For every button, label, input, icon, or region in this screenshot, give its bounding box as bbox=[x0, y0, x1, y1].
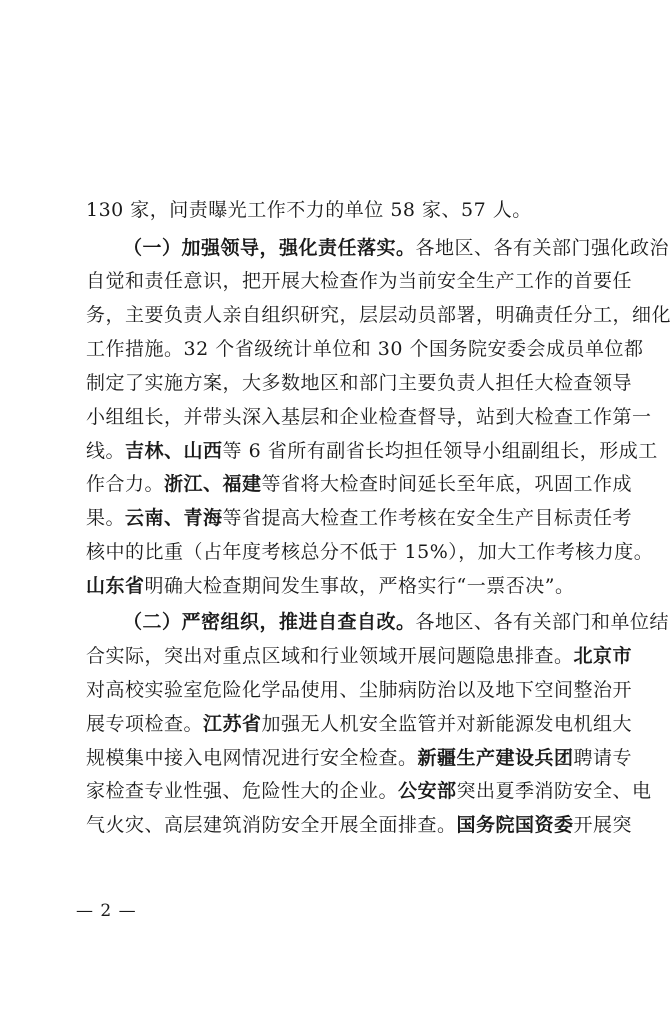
section-1-line-2: 自觉和责任意识，把开展大检查作为当前安全生产工作的首要任 bbox=[86, 270, 633, 292]
section-2-line-3: 对高校实验室危险化学品使用、尘肺病防治以及地下空间整治开 bbox=[86, 679, 633, 701]
section-1-heading: （一）加强领导，强化责任落实。 bbox=[123, 237, 416, 259]
section-2-line-6: 家检查专业性强、危险性大的企业。公安部突出夏季消防安全、电 bbox=[86, 780, 652, 802]
section-1-line-9: 果。云南、青海等省提高大检查工作考核在安全生产目标责任考 bbox=[86, 507, 633, 529]
section-1-line-11: 山东省明确大检查期间发生事故，严格实行“一票否决”。 bbox=[86, 575, 575, 597]
section-1-line-5: 制定了实施方案，大多数地区和部门主要负责人担任大检查领导 bbox=[86, 372, 633, 394]
section-1-line-6: 小组组长，并带头深入基层和企业检查督导，站到大检查工作第一 bbox=[86, 406, 652, 428]
section-1-line-8: 作合力。浙江、福建等省将大检查时间延长至年底，巩固工作成 bbox=[86, 473, 633, 495]
section-2-line-4: 展专项检查。江苏省加强无人机安全监管并对新能源发电机组大 bbox=[86, 713, 633, 735]
section-2-line-5: 规模集中接入电网情况进行安全检查。新疆生产建设兵团聘请专 bbox=[86, 747, 633, 769]
section-1-line-4: 工作措施。32 个省级统计单位和 30 个国务院安委会成员单位都 bbox=[86, 338, 644, 360]
page-number: — 2 — bbox=[76, 901, 137, 921]
section-1-line-7: 线。吉林、山西等 6 省所有副省长均担任领导小组副组长，形成工 bbox=[86, 440, 658, 462]
section-1-line-1: （一）加强领导，强化责任落实。各地区、各有关部门强化政治 bbox=[123, 237, 670, 259]
section-2-line-7: 气火灾、高层建筑消防安全开展全面排查。国务院国资委开展突 bbox=[86, 814, 633, 836]
section-2-heading: （二）严密组织，推进自查自改。 bbox=[123, 611, 416, 633]
section-1-line-3: 务，主要负责人亲自组织研究，层层动员部署，明确责任分工，细化 bbox=[86, 304, 671, 326]
section-1-line-10: 核中的比重（占年度考核总分不低于 15%），加大工作考核力度。 bbox=[86, 541, 654, 563]
section-2-line-2: 合实际，突出对重点区域和行业领域开展问题隐患排查。北京市 bbox=[86, 645, 633, 667]
intro-line-1: 130 家，问责曝光工作不力的单位 58 家、57 人。 bbox=[86, 199, 532, 221]
section-2-line-1: （二）严密组织，推进自查自改。各地区、各有关部门和单位结 bbox=[123, 611, 670, 633]
